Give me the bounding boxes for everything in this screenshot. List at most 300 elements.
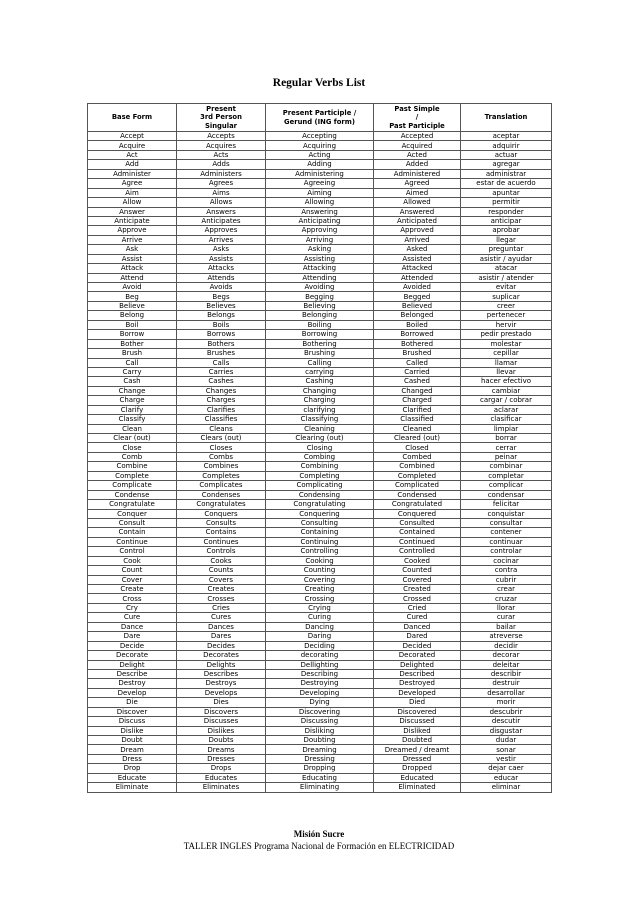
third-person-cell: Dislikes (177, 726, 266, 735)
base-form-cell: Control (88, 547, 177, 556)
translation-cell: adquirir (461, 141, 552, 150)
table-row (88, 452, 552, 461)
past-simple-cell: Contained (374, 528, 461, 537)
past-simple-cell: Combed (374, 452, 461, 461)
footer-subtitle: TALLER INGLES Programa Nacional de Formación en ELECTRICIDAD (183, 841, 455, 851)
table-row (88, 349, 552, 358)
translation-cell: creer (461, 301, 552, 310)
translation-cell: crear (461, 585, 552, 594)
base-form-cell: Approve (88, 226, 177, 235)
gerund-cell: Arriving (266, 235, 374, 244)
translation-cell: llorar (461, 603, 552, 612)
third-person-cell: Consults (177, 518, 266, 527)
third-person-cell: Complicates (177, 481, 266, 490)
translation-cell: contra (461, 566, 552, 575)
third-person-cell: Adds (177, 160, 266, 169)
translation-cell: desarrollar (461, 688, 552, 697)
base-form-cell: Develop (88, 688, 177, 697)
past-simple-cell: Condensed (374, 490, 461, 499)
third-person-cell: Crosses (177, 594, 266, 603)
table-row (88, 405, 552, 414)
table-row (88, 726, 552, 735)
translation-cell: cubrir (461, 575, 552, 584)
translation-cell: pertenecer (461, 311, 552, 320)
table-row (88, 160, 552, 169)
gerund-cell: clarifying (266, 405, 374, 414)
past-simple-cell: Educated (374, 773, 461, 782)
table-row (88, 509, 552, 518)
translation-cell: complicar (461, 481, 552, 490)
past-simple-cell: Developed (374, 688, 461, 697)
gerund-cell: Condensing (266, 490, 374, 499)
third-person-cell: Cries (177, 603, 266, 612)
gerund-cell: Consulting (266, 518, 374, 527)
third-person-cell: Asks (177, 245, 266, 254)
past-simple-cell: Crossed (374, 594, 461, 603)
third-person-cell: Eliminates (177, 783, 266, 792)
past-simple-cell: Attacked (374, 264, 461, 273)
gerund-cell: Calling (266, 358, 374, 367)
translation-cell: apuntar (461, 188, 552, 197)
third-person-cell: Answers (177, 207, 266, 216)
base-form-cell: Dress (88, 754, 177, 763)
third-person-cell: Describes (177, 669, 266, 678)
past-simple-cell: Clarified (374, 405, 461, 414)
translation-cell: controlar (461, 547, 552, 556)
base-form-cell: Call (88, 358, 177, 367)
base-form-cell: Dream (88, 745, 177, 754)
past-simple-cell: Attended (374, 273, 461, 282)
table-body (88, 132, 552, 793)
header-line: 3rd Person (200, 113, 242, 122)
gerund-cell: Cooking (266, 556, 374, 565)
base-form-cell: Brush (88, 349, 177, 358)
past-simple-cell: Created (374, 585, 461, 594)
gerund-cell: Dropping (266, 764, 374, 773)
third-person-cell: Destroys (177, 679, 266, 688)
gerund-cell: Acquiring (266, 141, 374, 150)
past-simple-cell: Begged (374, 292, 461, 301)
base-form-cell: Cook (88, 556, 177, 565)
table-row (88, 613, 552, 622)
table-row (88, 132, 552, 141)
table-row (88, 311, 552, 320)
gerund-cell: Developing (266, 688, 374, 697)
header-line: Singular (204, 121, 238, 130)
past-simple-cell: Cured (374, 613, 461, 622)
header-present-participle (266, 104, 374, 132)
translation-cell: dejar caer (461, 764, 552, 773)
base-form-cell: Condense (88, 490, 177, 499)
past-simple-cell: Described (374, 669, 461, 678)
translation-cell: agregar (461, 160, 552, 169)
table-row (88, 528, 552, 537)
base-form-cell: Act (88, 150, 177, 159)
table-row (88, 434, 552, 443)
base-form-cell: Decide (88, 641, 177, 650)
table-row (88, 245, 552, 254)
past-simple-cell: Danced (374, 622, 461, 631)
gerund-cell: Belonging (266, 311, 374, 320)
table-row (88, 264, 552, 273)
header-line: Translation (484, 113, 528, 122)
gerund-cell: Combining (266, 462, 374, 471)
past-simple-cell: Doubted (374, 736, 461, 745)
header-line: / (415, 113, 419, 122)
past-simple-cell: Anticipated (374, 216, 461, 225)
third-person-cell: Avoids (177, 283, 266, 292)
gerund-cell: Assisting (266, 254, 374, 263)
base-form-cell: Conquer (88, 509, 177, 518)
third-person-cell: Changes (177, 386, 266, 395)
third-person-cell: Dances (177, 622, 266, 631)
third-person-cell: Bothers (177, 339, 266, 348)
third-person-cell: Discusses (177, 717, 266, 726)
third-person-cell: Conquers (177, 509, 266, 518)
base-form-cell: Cure (88, 613, 177, 622)
gerund-cell: Continuing (266, 537, 374, 546)
translation-cell: descubrir (461, 707, 552, 716)
base-form-cell: Boil (88, 320, 177, 329)
gerund-cell: Discovering (266, 707, 374, 716)
third-person-cell: Congratulates (177, 500, 266, 509)
table-row (88, 377, 552, 386)
gerund-cell: Dellighting (266, 660, 374, 669)
gerund-cell: Clearing (out) (266, 434, 374, 443)
gerund-cell: decorating (266, 651, 374, 660)
table-row (88, 632, 552, 641)
gerund-cell: Changing (266, 386, 374, 395)
past-simple-cell: Decorated (374, 651, 461, 660)
gerund-cell: Aiming (266, 188, 374, 197)
page-title: Regular Verbs List (272, 77, 366, 89)
base-form-cell: Describe (88, 669, 177, 678)
gerund-cell: Cleaning (266, 424, 374, 433)
past-simple-cell: Dressed (374, 754, 461, 763)
third-person-cell: Develops (177, 688, 266, 697)
third-person-cell: Agrees (177, 179, 266, 188)
base-form-cell: Clean (88, 424, 177, 433)
table-row (88, 188, 552, 197)
table-row (88, 235, 552, 244)
third-person-cell: Delights (177, 660, 266, 669)
gerund-cell: Containing (266, 528, 374, 537)
table-row (88, 301, 552, 310)
translation-cell: peinar (461, 452, 552, 461)
header-line: Gerund (ING form) (284, 117, 355, 126)
third-person-cell: Carries (177, 367, 266, 376)
gerund-cell: Borrowing (266, 330, 374, 339)
past-simple-cell: Charged (374, 396, 461, 405)
table-row (88, 415, 552, 424)
table-row (88, 292, 552, 301)
past-simple-cell: Destroyed (374, 679, 461, 688)
third-person-cell: Creates (177, 585, 266, 594)
translation-cell: asistir / ayudar (461, 254, 552, 263)
translation-cell: cambiar (461, 386, 552, 395)
past-simple-cell: Approved (374, 226, 461, 235)
gerund-cell: Controlling (266, 547, 374, 556)
third-person-cell: Believes (177, 301, 266, 310)
base-form-cell: Charge (88, 396, 177, 405)
translation-cell: preguntar (461, 245, 552, 254)
past-simple-cell: Died (374, 698, 461, 707)
table-row (88, 566, 552, 575)
translation-cell: condensar (461, 490, 552, 499)
past-simple-cell: Acted (374, 150, 461, 159)
gerund-cell: Conquering (266, 509, 374, 518)
past-simple-cell: Brushed (374, 349, 461, 358)
base-form-cell: Beg (88, 292, 177, 301)
translation-cell: consultar (461, 518, 552, 527)
third-person-cell: Doubts (177, 736, 266, 745)
third-person-cell: Clears (out) (177, 434, 266, 443)
gerund-cell: Agreeing (266, 179, 374, 188)
base-form-cell: Count (88, 566, 177, 575)
gerund-cell: Administering (266, 169, 374, 178)
translation-cell: aprobar (461, 226, 552, 235)
third-person-cell: Boils (177, 320, 266, 329)
table-row (88, 736, 552, 745)
table-row (88, 471, 552, 480)
base-form-cell: Destroy (88, 679, 177, 688)
translation-cell: permitir (461, 198, 552, 207)
base-form-cell: Administer (88, 169, 177, 178)
past-simple-cell: Controlled (374, 547, 461, 556)
past-simple-cell: Completed (374, 471, 461, 480)
gerund-cell: Accepting (266, 132, 374, 141)
third-person-cell: Classifies (177, 415, 266, 424)
past-simple-cell: Belonged (374, 311, 461, 320)
past-simple-cell: Dared (374, 632, 461, 641)
base-form-cell: Aim (88, 188, 177, 197)
past-simple-cell: Carried (374, 367, 461, 376)
table-row (88, 330, 552, 339)
base-form-cell: Assist (88, 254, 177, 263)
base-form-cell: Educate (88, 773, 177, 782)
gerund-cell: Believing (266, 301, 374, 310)
base-form-cell: Complicate (88, 481, 177, 490)
third-person-cell: Borrows (177, 330, 266, 339)
table-row (88, 717, 552, 726)
past-simple-cell: Complicated (374, 481, 461, 490)
gerund-cell: Bothering (266, 339, 374, 348)
base-form-cell: Belong (88, 311, 177, 320)
base-form-cell: Consult (88, 518, 177, 527)
base-form-cell: Carry (88, 367, 177, 376)
table-row (88, 698, 552, 707)
translation-cell: contener (461, 528, 552, 537)
table-row (88, 660, 552, 669)
gerund-cell: Approving (266, 226, 374, 235)
past-simple-cell: Congratulated (374, 500, 461, 509)
base-form-cell: Arrive (88, 235, 177, 244)
past-simple-cell: Answered (374, 207, 461, 216)
past-simple-cell: Acquired (374, 141, 461, 150)
regular-verbs-table (87, 103, 552, 793)
past-simple-cell: Changed (374, 386, 461, 395)
past-simple-cell: Cashed (374, 377, 461, 386)
translation-cell: continuar (461, 537, 552, 546)
table-row (88, 585, 552, 594)
table-row (88, 396, 552, 405)
gerund-cell: Destroying (266, 679, 374, 688)
base-form-cell: Clear (out) (88, 434, 177, 443)
third-person-cell: Accepts (177, 132, 266, 141)
gerund-cell: Completing (266, 471, 374, 480)
table-row (88, 754, 552, 763)
table-row (88, 594, 552, 603)
translation-cell: evitar (461, 283, 552, 292)
gerund-cell: carrying (266, 367, 374, 376)
third-person-cell: Belongs (177, 311, 266, 320)
gerund-cell: Attacking (266, 264, 374, 273)
translation-cell: cocinar (461, 556, 552, 565)
translation-cell: cepillar (461, 349, 552, 358)
past-simple-cell: Continued (374, 537, 461, 546)
gerund-cell: Acting (266, 150, 374, 159)
third-person-cell: Begs (177, 292, 266, 301)
base-form-cell: Classify (88, 415, 177, 424)
past-simple-cell: Consulted (374, 518, 461, 527)
gerund-cell: Dressing (266, 754, 374, 763)
base-form-cell: Create (88, 585, 177, 594)
gerund-cell: Crossing (266, 594, 374, 603)
third-person-cell: Assists (177, 254, 266, 263)
translation-cell: actuar (461, 150, 552, 159)
table-row (88, 679, 552, 688)
base-form-cell: Agree (88, 179, 177, 188)
base-form-cell: Discover (88, 707, 177, 716)
gerund-cell: Dancing (266, 622, 374, 631)
table-row (88, 622, 552, 631)
table-row (88, 481, 552, 490)
third-person-cell: Dies (177, 698, 266, 707)
past-simple-cell: Decided (374, 641, 461, 650)
base-form-cell: Allow (88, 198, 177, 207)
base-form-cell: Dislike (88, 726, 177, 735)
table-row (88, 490, 552, 499)
third-person-cell: Allows (177, 198, 266, 207)
third-person-cell: Clarifies (177, 405, 266, 414)
translation-cell: responder (461, 207, 552, 216)
gerund-cell: Dying (266, 698, 374, 707)
third-person-cell: Administers (177, 169, 266, 178)
translation-cell: borrar (461, 434, 552, 443)
third-person-cell: Condenses (177, 490, 266, 499)
translation-cell: llevar (461, 367, 552, 376)
translation-cell: asistir / atender (461, 273, 552, 282)
past-simple-cell: Cleaned (374, 424, 461, 433)
base-form-cell: Comb (88, 452, 177, 461)
base-form-cell: Complete (88, 471, 177, 480)
gerund-cell: Eliminating (266, 783, 374, 792)
header-line: Present (206, 105, 236, 114)
base-form-cell: Cash (88, 377, 177, 386)
gerund-cell: Boiling (266, 320, 374, 329)
past-simple-cell: Allowed (374, 198, 461, 207)
third-person-cell: Acquires (177, 141, 266, 150)
translation-cell: suplicar (461, 292, 552, 301)
past-simple-cell: Administered (374, 169, 461, 178)
translation-cell: descutir (461, 717, 552, 726)
third-person-cell: Brushes (177, 349, 266, 358)
base-form-cell: Accept (88, 132, 177, 141)
third-person-cell: Calls (177, 358, 266, 367)
base-form-cell: Close (88, 443, 177, 452)
gerund-cell: Anticipating (266, 216, 374, 225)
table-row (88, 669, 552, 678)
base-form-cell: Answer (88, 207, 177, 216)
third-person-cell: Combines (177, 462, 266, 471)
table-row (88, 367, 552, 376)
translation-cell: estar de acuerdo (461, 179, 552, 188)
base-form-cell: Believe (88, 301, 177, 310)
third-person-cell: Controls (177, 547, 266, 556)
base-form-cell: Decorate (88, 651, 177, 660)
past-simple-cell: Believed (374, 301, 461, 310)
table-row (88, 226, 552, 235)
translation-cell: atacar (461, 264, 552, 273)
table-row (88, 207, 552, 216)
table-row (88, 688, 552, 697)
base-form-cell: Congratulate (88, 500, 177, 509)
header-present-3rd-person (177, 104, 266, 132)
table-row (88, 386, 552, 395)
gerund-cell: Curing (266, 613, 374, 622)
gerund-cell: Begging (266, 292, 374, 301)
past-simple-cell: Bothered (374, 339, 461, 348)
gerund-cell: Attending (266, 273, 374, 282)
table-header (88, 104, 552, 132)
past-simple-cell: Discovered (374, 707, 461, 716)
gerund-cell: Dreaming (266, 745, 374, 754)
third-person-cell: Decides (177, 641, 266, 650)
translation-cell: educar (461, 773, 552, 782)
table-row (88, 283, 552, 292)
base-form-cell: Continue (88, 537, 177, 546)
base-form-cell: Clarify (88, 405, 177, 414)
gerund-cell: Cashing (266, 377, 374, 386)
translation-cell: dudar (461, 736, 552, 745)
third-person-cell: Closes (177, 443, 266, 452)
base-form-cell: Bother (88, 339, 177, 348)
translation-cell: curar (461, 613, 552, 622)
header-line: Base Form (111, 113, 153, 122)
base-form-cell: Avoid (88, 283, 177, 292)
translation-cell: hacer efectivo (461, 377, 552, 386)
third-person-cell: Counts (177, 566, 266, 575)
third-person-cell: Combs (177, 452, 266, 461)
table-row (88, 424, 552, 433)
base-form-cell: Cry (88, 603, 177, 612)
table-row (88, 320, 552, 329)
gerund-cell: Educating (266, 773, 374, 782)
third-person-cell: Anticipates (177, 216, 266, 225)
header-row (88, 104, 552, 132)
base-form-cell: Ask (88, 245, 177, 254)
translation-cell: decorar (461, 651, 552, 660)
translation-cell: vestir (461, 754, 552, 763)
base-form-cell: Cross (88, 594, 177, 603)
gerund-cell: Describing (266, 669, 374, 678)
translation-cell: deleitar (461, 660, 552, 669)
past-simple-cell: Dropped (374, 764, 461, 773)
translation-cell: bailar (461, 622, 552, 631)
base-form-cell: Dare (88, 632, 177, 641)
base-form-cell: Combine (88, 462, 177, 471)
footer-title: Misión Sucre (293, 829, 345, 839)
